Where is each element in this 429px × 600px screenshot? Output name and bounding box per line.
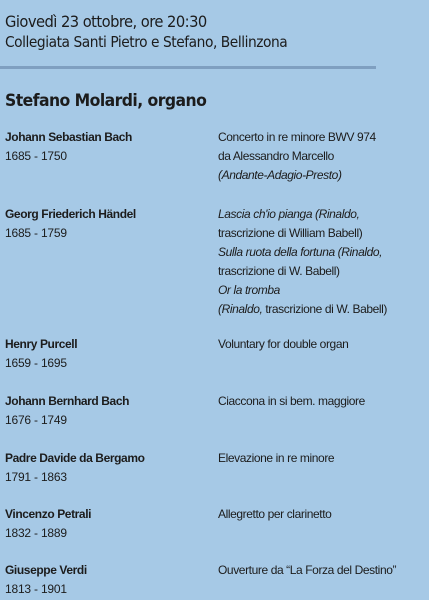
- composer-dates: 1685 - 1759: [5, 226, 67, 240]
- composer-name: Giuseppe Verdi: [5, 563, 87, 577]
- composer-dates: 1813 - 1901: [5, 582, 67, 596]
- event-date: Giovedì 23 ottobre, ore 20:30: [5, 12, 207, 31]
- works-block: [218, 561, 429, 580]
- composer-name: Georg Friederich Händel: [5, 207, 136, 221]
- composer-block: [5, 335, 205, 373]
- work-line: trascrizione di William Babell): [218, 226, 363, 240]
- work-line: [218, 300, 429, 319]
- header-divider: [0, 66, 376, 69]
- work-line-italic-part: (Rinaldo,: [218, 302, 263, 316]
- event-header: [5, 12, 425, 52]
- composer-dates: 1685 - 1750: [5, 149, 67, 163]
- work-line: Allegretto per clarinetto: [218, 507, 332, 521]
- work-line: Voluntary for double organ: [218, 337, 349, 351]
- composer-name: Johann Bernhard Bach: [5, 394, 130, 408]
- composer-name: Johann Sebastian Bach: [5, 130, 132, 144]
- composer-name: Henry Purcell: [5, 337, 78, 351]
- works-block: [218, 505, 429, 524]
- work-line: (Andante-Adagio-Presto): [218, 168, 342, 182]
- work-line: Elevazione in re minore: [218, 451, 335, 465]
- composer-block: [5, 505, 205, 543]
- work-line: Or la tromba: [218, 283, 280, 297]
- works-block: [218, 335, 429, 354]
- work-line: Lascia ch'io pianga (Rinaldo,: [218, 207, 360, 221]
- composer-block: [5, 205, 205, 243]
- work-line: Ouverture da “La Forza del Destino”: [218, 563, 397, 577]
- work-line: Sulla ruota della fortuna (Rinaldo,: [218, 245, 383, 259]
- performer-heading: Stefano Molardi, organo: [5, 91, 207, 111]
- event-venue: Collegiata Santi Pietro e Stefano, Bellinzona: [5, 33, 288, 51]
- work-line: Ciaccona in si bem. maggiore: [218, 394, 365, 408]
- composer-block: [5, 561, 205, 599]
- composer-block: [5, 128, 205, 166]
- works-block: [218, 205, 429, 319]
- composer-dates: 1791 - 1863: [5, 470, 67, 484]
- composer-block: [5, 449, 205, 487]
- work-line: trascrizione di W. Babell): [218, 264, 340, 278]
- composer-dates: 1832 - 1889: [5, 526, 67, 540]
- work-line: Concerto in re minore BWV 974: [218, 130, 376, 144]
- work-line-plain-part: trascrizione di W. Babell): [262, 302, 388, 316]
- works-block: [218, 392, 429, 411]
- composer-name: Padre Davide da Bergamo: [5, 451, 145, 465]
- composer-block: [5, 392, 205, 430]
- works-block: [218, 128, 429, 185]
- composer-name: Vincenzo Petrali: [5, 507, 92, 521]
- composer-dates: 1659 - 1695: [5, 356, 67, 370]
- composer-dates: 1676 - 1749: [5, 413, 67, 427]
- work-line: da Alessandro Marcello: [218, 149, 334, 163]
- works-block: [218, 449, 429, 468]
